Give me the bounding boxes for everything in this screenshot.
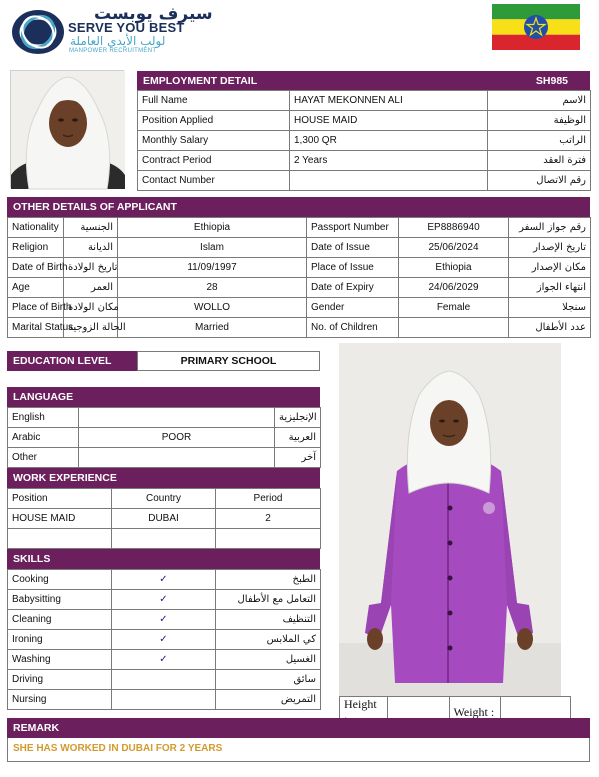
- work-period: 2: [216, 509, 321, 529]
- education-level-label: EDUCATION LEVEL: [7, 351, 137, 371]
- field-value: [399, 318, 509, 338]
- column-header: Period: [216, 489, 321, 509]
- field-label-arabic: رقم جواز السفر: [509, 218, 591, 238]
- employment-detail-table: [137, 90, 591, 191]
- checkmark-icon: ✓: [112, 590, 216, 610]
- field-label-arabic: عدد الأطفال: [509, 318, 591, 338]
- contact-number-value: [290, 171, 488, 191]
- logo-arabic-subtitle: لولب الأيدي العاملة: [70, 34, 166, 48]
- employment-detail-header: [137, 71, 590, 91]
- table-row: [8, 238, 591, 258]
- skill-name: Ironing: [8, 630, 112, 650]
- skill-name: Cleaning: [8, 610, 112, 630]
- remark-header: REMARK: [7, 718, 590, 738]
- language-level: [79, 448, 275, 468]
- contract-period-value: 2 Years: [290, 151, 488, 171]
- field-label-arabic: الوظيفة: [488, 111, 591, 131]
- skill-name-arabic: سائق: [216, 670, 321, 690]
- language-name-arabic: الإنجليزية: [275, 408, 321, 428]
- field-label: Nationality: [8, 218, 64, 238]
- table-row: [138, 171, 591, 191]
- work-country: [112, 529, 216, 549]
- work-period: [216, 529, 321, 549]
- table-row: [8, 650, 321, 670]
- field-label-arabic: تاريخ الإصدار: [509, 238, 591, 258]
- language-header: LANGUAGE: [7, 387, 320, 407]
- skill-name-arabic: كي الملابس: [216, 630, 321, 650]
- field-value: 24/06/2029: [399, 278, 509, 298]
- field-value: WOLLO: [118, 298, 307, 318]
- field-label: Date of Birth: [8, 258, 64, 278]
- field-label: Place of Issue: [307, 258, 399, 278]
- table-row: [8, 318, 591, 338]
- table-row: [8, 258, 591, 278]
- field-value: Female: [399, 298, 509, 318]
- company-logo-icon: [10, 8, 66, 56]
- field-value: EP8886940: [399, 218, 509, 238]
- language-name: Arabic: [8, 428, 79, 448]
- field-label: Place of Birth: [8, 298, 64, 318]
- salary-value: 1,300 QR: [290, 131, 488, 151]
- checkmark-icon: ✓: [112, 570, 216, 590]
- field-value: 11/09/1997: [118, 258, 307, 278]
- skill-name: Driving: [8, 670, 112, 690]
- height-label: Height: [340, 697, 388, 728]
- logo-english-text: SERVE YOU BEST: [68, 20, 185, 35]
- field-label: Religion: [8, 238, 64, 258]
- field-label: Marital Status: [8, 318, 64, 338]
- work-country: DUBAI: [112, 509, 216, 529]
- logo-english-subtitle: MANPOWER RECRUITMENT: [69, 48, 157, 54]
- field-label-arabic: انتهاء الجواز: [509, 278, 591, 298]
- applicant-full-body-photo: [339, 343, 561, 696]
- checkmark-icon: ✓: [112, 630, 216, 650]
- field-label: Full Name: [138, 91, 290, 111]
- skill-name-arabic: التعامل مع الأطفال: [216, 590, 321, 610]
- skill-name-arabic: التنظيف: [216, 610, 321, 630]
- table-header-row: [8, 489, 321, 509]
- table-row: [8, 278, 591, 298]
- language-name-arabic: آخر: [275, 448, 321, 468]
- work-position: HOUSE MAID: [8, 509, 112, 529]
- checkmark-icon: ✓: [112, 650, 216, 670]
- field-label: Date of Expiry: [307, 278, 399, 298]
- table-row: [8, 448, 321, 468]
- language-level: POOR: [79, 428, 275, 448]
- work-position: [8, 529, 112, 549]
- column-header: Position: [8, 489, 112, 509]
- field-label-arabic: فترة العقد: [488, 151, 591, 171]
- field-label: Passport Number: [307, 218, 399, 238]
- table-row: [8, 408, 321, 428]
- field-label-arabic: تاريخ الولادة: [64, 258, 118, 278]
- field-value: Ethiopia: [118, 218, 307, 238]
- position-value: HOUSE MAID: [290, 111, 488, 131]
- skill-name-arabic: الطبخ: [216, 570, 321, 590]
- field-label-arabic: مكان الولادة: [64, 298, 118, 318]
- table-row: [8, 690, 321, 710]
- table-row: [138, 151, 591, 171]
- skill-name: Nursing: [8, 690, 112, 710]
- field-label-arabic: الحالة الزوجية: [64, 318, 118, 338]
- ethiopia-flag-icon: [492, 4, 580, 50]
- full-name-value: HAYAT MEKONNEN ALI: [290, 91, 488, 111]
- table-row: [8, 590, 321, 610]
- table-row: [8, 298, 591, 318]
- skill-name: Washing: [8, 650, 112, 670]
- field-value: 25/06/2024: [399, 238, 509, 258]
- table-row: [8, 630, 321, 650]
- employment-detail-title: EMPLOYMENT DETAIL: [143, 75, 258, 87]
- field-label-arabic: الاسم: [488, 91, 591, 111]
- skill-name-arabic: الغسيل: [216, 650, 321, 670]
- field-value: Islam: [118, 238, 307, 258]
- skills-header: SKILLS: [7, 549, 320, 569]
- field-label-arabic: الجنسية: [64, 218, 118, 238]
- table-row: [8, 509, 321, 529]
- remark-text: SHE HAS WORKED IN DUBAI FOR 2 YEARS: [7, 738, 590, 762]
- logo-arabic-text: سيرف يوبست: [94, 4, 213, 24]
- table-row: [138, 91, 591, 111]
- other-details-table: [7, 217, 591, 338]
- language-table: [7, 407, 321, 468]
- field-label: Position Applied: [138, 111, 290, 131]
- language-name: English: [8, 408, 79, 428]
- field-label-arabic: مكان الإصدار: [509, 258, 591, 278]
- field-label: Monthly Salary: [138, 131, 290, 151]
- table-row: [8, 670, 321, 690]
- skill-name: Cooking: [8, 570, 112, 590]
- field-label-arabic: رقم الاتصال: [488, 171, 591, 191]
- column-header: Country: [112, 489, 216, 509]
- field-value: 28: [118, 278, 307, 298]
- table-row: [138, 131, 591, 151]
- skill-name: Babysitting: [8, 590, 112, 610]
- field-label-arabic: الراتب: [488, 131, 591, 151]
- language-name: Other: [8, 448, 79, 468]
- field-label: Contact Number: [138, 171, 290, 191]
- field-label: Age: [8, 278, 64, 298]
- field-label-arabic: العمر: [64, 278, 118, 298]
- field-value: Married: [118, 318, 307, 338]
- work-experience-header: WORK EXPERIENCE: [7, 468, 320, 488]
- field-label: Date of Issue: [307, 238, 399, 258]
- reference-code: SH985: [535, 75, 568, 87]
- table-row: [8, 610, 321, 630]
- table-row: [8, 529, 321, 549]
- education-level-value: PRIMARY SCHOOL: [137, 351, 320, 371]
- field-label: Contract Period: [138, 151, 290, 171]
- weight-label: Weight :: [449, 697, 501, 728]
- applicant-portrait-photo: [10, 70, 124, 188]
- field-label-arabic: سنجلا: [509, 298, 591, 318]
- skills-table: [7, 569, 321, 710]
- field-label: Gender: [307, 298, 399, 318]
- table-row: [138, 111, 591, 131]
- table-row: [8, 218, 591, 238]
- skill-name-arabic: التمريض: [216, 690, 321, 710]
- language-level: [79, 408, 275, 428]
- field-label-arabic: الديانة: [64, 238, 118, 258]
- checkmark-icon: ✓: [112, 610, 216, 630]
- skill-check-cell: [112, 670, 216, 690]
- work-experience-table: [7, 488, 321, 549]
- language-name-arabic: العربية: [275, 428, 321, 448]
- table-row: [8, 428, 321, 448]
- skill-check-cell: [112, 690, 216, 710]
- other-details-header: OTHER DETAILS OF APPLICANT: [7, 197, 590, 217]
- table-row: [8, 570, 321, 590]
- field-value: Ethiopia: [399, 258, 509, 278]
- field-label: No. of Children: [307, 318, 399, 338]
